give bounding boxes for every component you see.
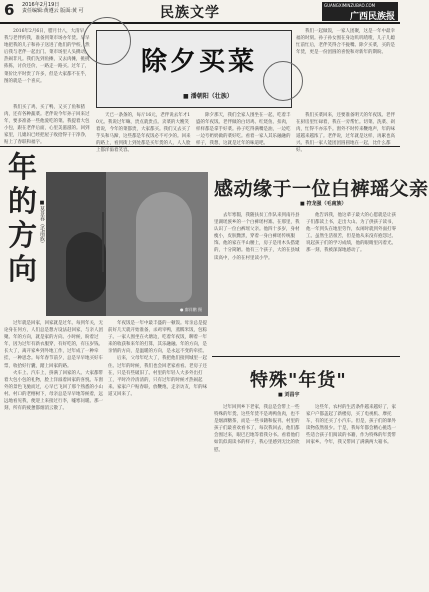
masthead xyxy=(0,0,400,24)
left-article-col-1: 过年就是回家，回家就是过年。每到年关，无论身在何方，人们总是想方设法赶回家，与亲人团聚。年的方向，就是家的方向。小时候，盼着过年，因为过年有新衣服穿，有好吃的，有压岁钱。长大了，离开家乡到外地工作，过年成了一种牵挂，一种思念。每年春节前夕，总是早早地买好车票，收拾好行囊，踏上回家的路。 火车上、汽车上，挤满了回家的人。大家都带着大包小包的礼物，脸上洋溢着回家的喜悦。车窗外的景色飞驰而过，心早已飞回了那个熟悉的小山村。村口的老榕树下，母亲总是早早地等候着，远远地看见我，便迎上来接过行李，嘘寒问暖。那一刻，所有的疲惫都烟消云散了。 xyxy=(4,321,103,412)
article-author: ■ 符龙强（毛南族） xyxy=(300,201,347,207)
top-article-col-5: 我们买菜回来，还要准备明天的年夜饭。老伴在厨房里忙碌着，我在一旁帮忙。切菜、洗菜、剁肉，忙得不亦乐乎。窗外不时传来鞭炮声，年的味道越来越浓了。老伴说，过年就是这样，再累也高兴。我们一家人能团团圆圆地在一起，比什么都好。 xyxy=(296,113,395,154)
top-article-col-6: 我们一起做饭，一家人团聚，这是一年中最幸福的时刻。孙子孙女围在身边叽叽喳喳，儿子儿媳忙前忙后，老伴笑得合不拢嘴。除夕买菜，买的是年货，更是一份团圆的喜悦和对新年的期盼。 xyxy=(296,29,395,56)
article-title: 除夕买菜 xyxy=(141,47,258,77)
page-number: 6 xyxy=(4,1,15,19)
article-title: 特殊"年货" xyxy=(250,370,347,391)
article-photo xyxy=(46,172,208,316)
article-title: 年的方向 xyxy=(8,150,38,286)
brand-url: GUANGXIMINZUBAO.COM xyxy=(324,3,376,8)
right-article-col-2: 他告诉我，他这辈子最大的心愿就是让孩子们都读上书，走出大山。为了供孩子读书，他一年到头在地里劳作，农闲时就到外面打零工。虽然生活很苦，但是他从来没有抱怨过。说起孩子们的学习成绩，他的眼睛里闪着光。那一刻，我被深深地感动了。 xyxy=(306,213,396,254)
top-article-col-1: 2016年2月6日，腊月廿八，大清早，我与老伴约我，准备到菜市场办年货。早早地把我的儿子和孙子送进了他们的学校，然后我与老伴一起出门。菜市场里人头攒动，热闹非凡。我们先到鱼摊，又去肉摊，挑挑拣拣，讨价还价，一路走一路买。过年了，菜价比平时贵了许多，但是大家都不在乎，图的就是一个喜庆。 xyxy=(4,29,90,84)
issue-date: 2016年2月19日 xyxy=(22,2,60,8)
top-article-col-2: 我们买了鸡，买了鸭，又买了鱼和猪肉，还有各种蔬菜。老伴说今年孙子回来过年，要多准备一些他爱吃的菜。我提着大包小包，跟在老伴后面，心里美滋滋的。回到家里，儿媳妇已经把屋子收拾得干干净净，贴上了春联和福字。 xyxy=(4,105,90,146)
divider xyxy=(212,356,400,357)
brand-name: 广西民族报 xyxy=(349,12,395,22)
article-author: ■莫景春（毛南族） xyxy=(39,200,45,246)
ornament-circle xyxy=(83,17,131,65)
photo-caption: ● 廖祥鹏 摄 xyxy=(179,307,202,312)
article-title: 感动缘于一位白裤瑶父亲 xyxy=(214,178,429,200)
left-article-col-2: 年夜饭是一年中最丰盛的一顿饭。母亲总是提前好几天就开始准备，杀鸡宰鸭，蒸糯米饭，包粽子。一家人围坐在火塘边，吃着年夜饭，聊着一年来的收获和来年的打算，其乐融融。年的方向，是亲情的方向，是温暖的方向，是永远不变的牵挂。 后来，父母年纪大了，我把他们接到城里一起住。过年的时候，我们也会回老家看看。老房子还在，只是有些破旧了。村里的年轻人大多外出打工，平时冷冷清清的，只有过年的时候才热闹起来。家家户户贴春联，放鞭炮，走亲访友，年的味道又回来了。 xyxy=(108,321,207,397)
article-banner xyxy=(96,30,292,108)
top-article-col-3: 天已一条条的，每斤16元，老伴说去年才10元。我说过年嘛，贵点就贵点。卖菜的大嫂笑着说，今年的菜都贵，大家都买。我们又去买了芋头和马蹄，这些都是年夜饭必不可少的。回来的路上，看到街上到处都是买年货的人，人人脸上都洋溢着笑容。 xyxy=(96,113,191,154)
bottom-article-col-2: 这些年，农村的生活条件越来越好了，家家户户都盖起了新楼房，买了电视机、摩托车，有的还买了小汽车。但是，孩子们的课外读物依然很少。于是，我每年都会精心挑选一些适合孩子们阅读的书籍，作为特殊的年货带回家乡。今年，我又带回了满满两大箱书。 xyxy=(306,405,396,446)
dateline xyxy=(22,2,84,14)
top-article-col-4: 除夕那天，我们全家人围坐在一起，吃着丰盛的年夜饭。老伴做的白切鸡、红烧鱼、扣肉，样样都是拿手好菜。孙子吃得满嘴是油，一边吃一边夸奶奶做的菜好吃。看着一家人其乐融融的样子，我想，这就是过年的味道吧。 xyxy=(196,113,291,147)
article-author: ■ 刘昌宇 xyxy=(278,392,300,398)
section-title: 民族文学 xyxy=(160,5,220,21)
bottom-article-col-1: 过年回到乡下老家，我总是会带上一些特殊的年货。这些年货不是鸡鸭鱼肉，也不是烟酒糖茶，而是一些书籍和报刊。村里的孩子们最喜欢看书了，每次我回去，他们都会围过来，眼巴巴地等着我分书。看着他们如饥似渴读书的样子，我心里感到无比的欣慰。 xyxy=(214,405,300,453)
brand-logo xyxy=(322,2,398,21)
article-author: ■ 潘朝阳（壮族） xyxy=(183,93,233,100)
right-article-col-1: 去年寒假，我随扶贫工作队来到南丹县里湖瑶族乡的一个白裤瑶村寨。在那里，我认识了一位白裤瑶父亲。他四十多岁，身材瘦小，皮肤黝黑，穿着一身白裤瑶传统服饰。他的家在半山腰上，房子是用木头搭建的，十分简陋。他有三个孩子，大的在县城读高中，小的在村里读小学。 xyxy=(214,213,300,261)
editors: 责任编辑:黄遵云 版面:黄 可 xyxy=(22,8,84,14)
divider xyxy=(0,146,400,147)
